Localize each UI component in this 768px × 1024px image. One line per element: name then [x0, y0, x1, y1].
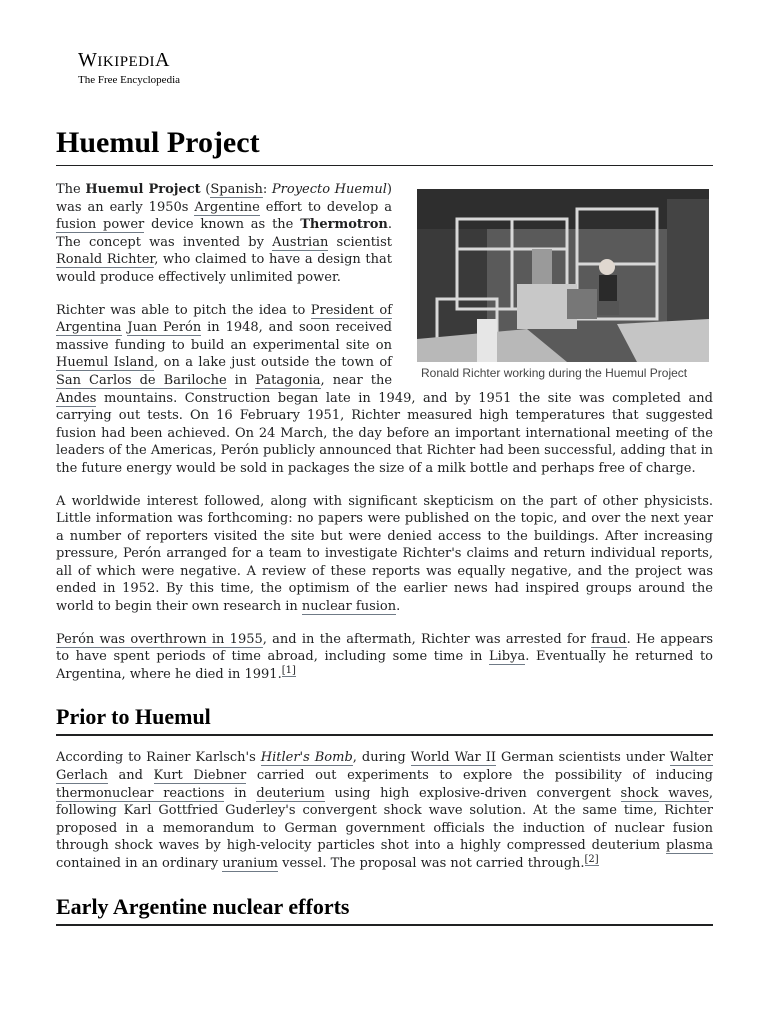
link-juan-peron[interactable]: Juan Perón [127, 320, 202, 336]
paragraph-funding: Richter was able to pitch the idea to President of Argentina Juan Perón in 1948, and soon received massive funding to build an experimental site on Huemul Island, on a lake just outside the town of San Carlos de Bariloche in Patagonia, near the Andes mountains. Construction began late in 1949, and by 1951 the site was completed and carrying out tests. On 16 February 1951, Richter measured high temperatures that suggested fusion had been achieved. On 24 March, the day before an important international meeting of the leaders of the Americas, Perón publicly announced that Richter had been successful, adding that in the future energy would be sold in packages the size of a milk bottle and perhaps free of charge. [56, 302, 713, 476]
logo-wordmark: WIKIPEDIA [78, 49, 170, 71]
link-ronald-richter[interactable]: Ronald Richter [56, 252, 155, 268]
logo-tagline: The Free Encyclopedia [78, 74, 181, 86]
link-nuclear-fusion[interactable]: nuclear fusion [301, 599, 397, 615]
link-president-of-argentina[interactable]: President of Argentina [56, 302, 393, 336]
link-fusion-power[interactable]: fusion power [56, 217, 145, 233]
link-walter-gerlach[interactable]: Walter Gerlach [56, 750, 713, 784]
wikipedia-logo[interactable] [78, 50, 180, 86]
figure-photo[interactable] [417, 189, 709, 362]
link-spanish[interactable]: Spanish [210, 182, 263, 197]
link-huemul-island[interactable]: Huemul Island [56, 355, 155, 371]
link-libya[interactable]: Libya [488, 649, 526, 665]
link-world-war-ii[interactable]: World War II [410, 750, 497, 766]
link-austrian[interactable]: Austrian [272, 234, 329, 250]
link-andes[interactable]: Andes [56, 390, 97, 406]
link-san-carlos-de-bariloche[interactable]: San Carlos de Bariloche [56, 372, 227, 388]
link-shock-waves[interactable]: shock waves [620, 785, 709, 801]
link-patagonia[interactable]: Patagonia [255, 372, 321, 388]
paragraph-aftermath: Perón was overthrown in 1955, and in the aftermath, Richter was arrested for fraud. He appears to have spent periods of time abroad, including some time in Libya. Eventually he returned to Argentina, where he died in 1991.[1] [56, 631, 714, 682]
reference-link[interactable]: [2] [584, 853, 599, 865]
link-argentine[interactable]: Argentine [194, 199, 260, 215]
article-body [56, 181, 713, 939]
link-deuterium[interactable]: deuterium [256, 785, 325, 801]
link-peron-overthrown[interactable]: Perón was overthrown in 1955 [56, 631, 263, 647]
link-thermonuclear-reactions[interactable]: thermonuclear reactions [56, 785, 225, 801]
link-fraud[interactable]: fraud [591, 631, 627, 647]
section-heading-early: Early Argentine nuclear efforts [56, 893, 713, 926]
link-uranium[interactable]: uranium [222, 856, 278, 871]
reference-link[interactable]: [1] [281, 664, 296, 676]
link-hitlers-bomb[interactable]: Hitler's Bomb [260, 750, 353, 766]
page-title: Huemul Project [56, 124, 713, 166]
paragraph-interest: A worldwide interest followed, along with significant skepticism on the part of other physicists. Little information was forthcoming: no papers were published on the topic, and over the next year a number of reporters visited the site but were denied access to the buildings. After increasing pressure, Perón arranged for a team to investigate Richter's claims and return individual reports, all of which were negative. A review of these reports was equally negative, and the project was ended in 1952. By this time, the optimism of the earlier news had inspired groups around the world to begin their own research in nuclear fusion. [56, 493, 713, 615]
paragraph-intro: The Huemul Project (Spanish: Proyecto Huemul) was an early 1950s Argentine effort to develop a fusion power device known as the Thermotron. The concept was invented by Austrian scientist Ronald Richter, who claimed to have a design that would produce effectively unlimited power. [56, 182, 392, 285]
link-plasma[interactable]: plasma [666, 838, 713, 854]
link-kurt-diebner[interactable]: Kurt Diebner [153, 768, 247, 784]
section-heading-prior: Prior to Huemul [56, 703, 713, 736]
paragraph-prior: According to Rainer Karlsch's Hitler's Bomb, during World War II German scientists under Walter Gerlach and Kurt Diebner carried out experiments to explore the possibility of inducing thermonuclear reactions in deuterium using high explosive-driven convergent shock waves, following Karl Gottfried Guderley's convergent shock wave solution. At the same time, Richter proposed in a memorandum to German government officials the induction of nuclear fusion through shock waves by high-velocity particles shot into a highly compressed deuterium plasma contained in an ordinary uranium vessel. The proposal was not carried through.[2] [56, 750, 714, 871]
figure-caption: Ronald Richter working during the Huemul Project [421, 366, 688, 380]
infobox-figure [417, 189, 713, 381]
